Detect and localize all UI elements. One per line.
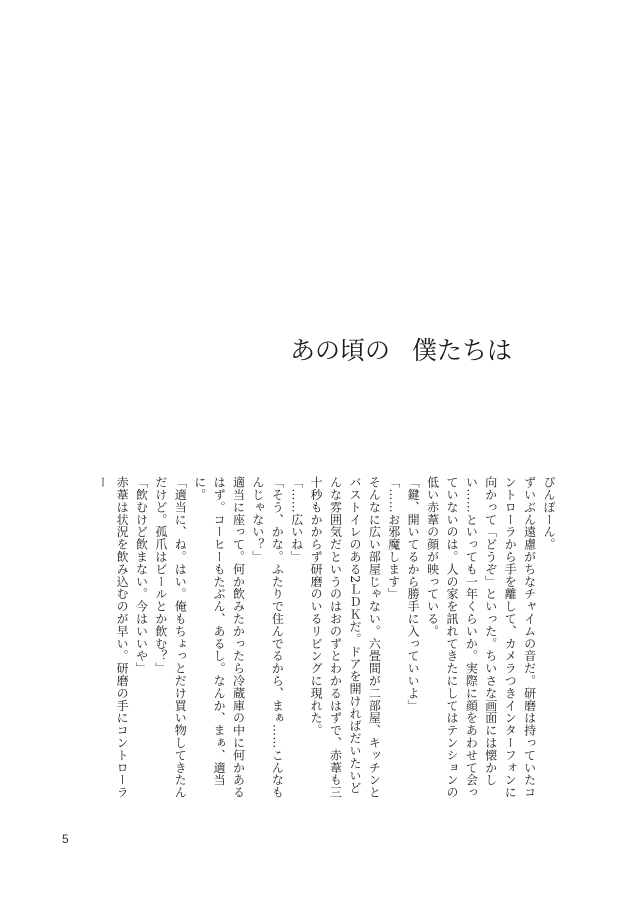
paragraph: そんなに広い部屋じゃない。六畳間が二部屋、キッチンとバストイレのある2ＬＤＫだ。ドアを開ければだいたいどんな雰囲気だというのはおのずとわかるはずで、赤葦も三十秒もかからず研磨のいるリビングに現れた。 xyxy=(309,476,382,799)
paragraph: 「適当に、ね。はい。俺もちょっとだけ買い物してきたんだけど。孤爪はビールとか飲む？」 xyxy=(153,476,188,799)
paragraph: ぴんぽーん。 xyxy=(542,476,556,551)
paragraph: 「……広いね」 xyxy=(289,476,304,563)
chapter-title-part-1: あの頃の xyxy=(290,336,391,365)
paragraph: ずいぶん遠慮がちなチャイムの音だ。研磨は持っていたコントローラから手を離して、カメラつきインターフォンに向かって「どうぞ」といった。ちいさな画面には懐かしい……といっても一年くらいか。実際に顔をあわせて会っていないのは。人の家を訊れてきたにしてはテンションの低い赤葦の顔が映っている。 xyxy=(425,476,537,799)
paragraph: 赤葦は状況を飲み込むのが早い。研磨の手にコントローラー xyxy=(95,476,130,799)
chapter-title xyxy=(290,333,610,369)
chapter-title-part-2: 僕たちは xyxy=(412,336,513,365)
paragraph: 「飲むけど飲まない。今はいいや」 xyxy=(134,476,149,675)
paragraph: 適当に座って。何か飲みたかったら冷蔵庫の中に何かあるはず。コーヒーもたぶん、あるし。なんか、まぁ、適当に。 xyxy=(192,476,246,799)
paragraph: 「鍵、開いてるから勝手に入っていいよ」 xyxy=(406,476,421,712)
paragraph: 「そう、かな。ふたりで住んでるから、まぁ……こんなもんじゃない？」 xyxy=(250,476,285,799)
page-number: 5 xyxy=(62,832,69,846)
paragraph: 「……お邪魔します」 xyxy=(386,476,401,600)
vertical-body-text xyxy=(78,476,558,806)
